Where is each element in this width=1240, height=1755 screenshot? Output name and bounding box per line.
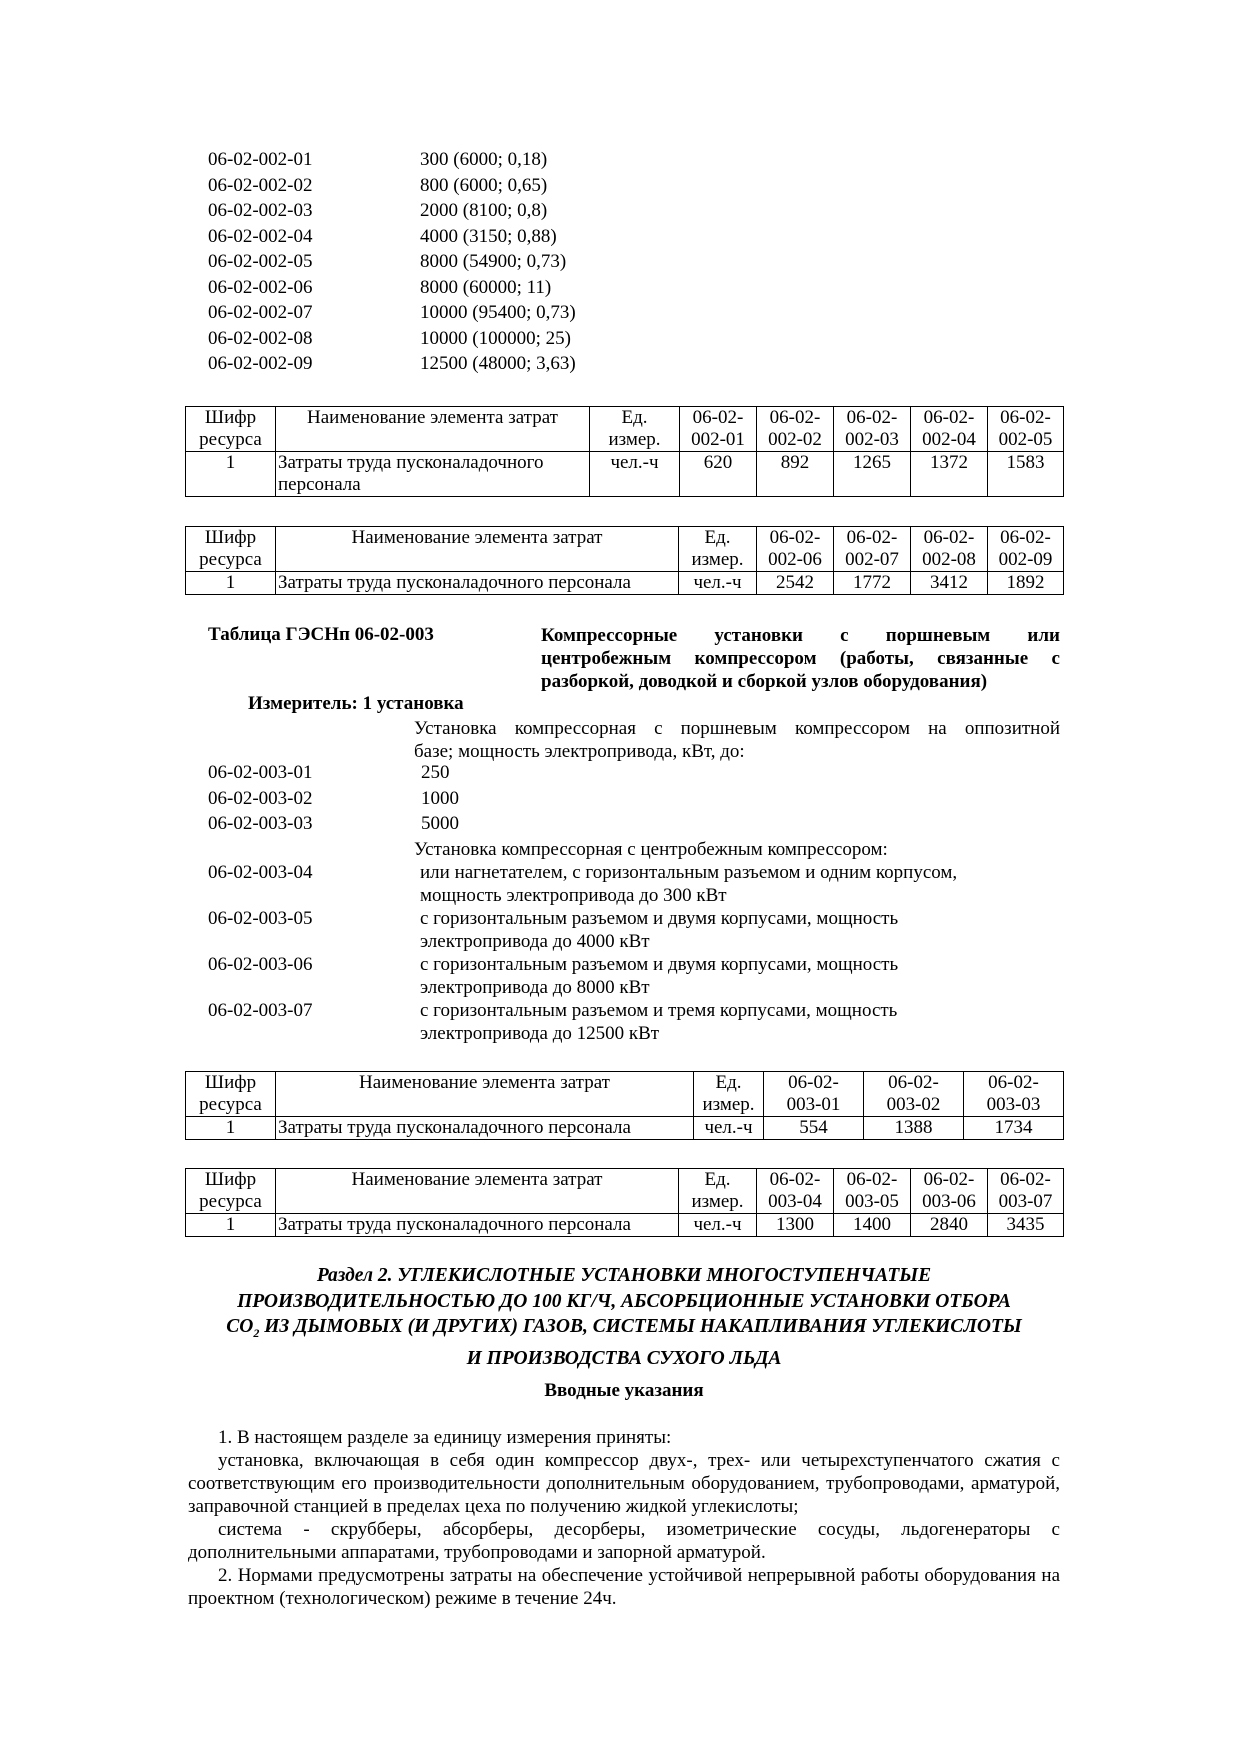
- cell-unit: чел.-ч: [590, 452, 680, 497]
- item-code: 06-02-003-04: [208, 862, 313, 883]
- header-col: 06-02- 003-05: [834, 1169, 911, 1214]
- header-cipher: Шифр ресурса: [186, 1169, 276, 1214]
- header-col: 06-02- 002-01: [680, 407, 757, 452]
- item-value: или нагнетателем, с горизонтальным разъемом и одним корпусом, мощность электропривода до 300 кВт: [420, 862, 958, 906]
- item-value: 10000 (95400; 0,73): [420, 302, 576, 323]
- item-value: 300 (6000; 0,18): [420, 149, 548, 170]
- cell-value: 1734: [964, 1117, 1064, 1140]
- cell-name: Затраты труда пусконаладочного персонала: [276, 572, 679, 595]
- cell-unit: чел.-ч: [679, 1214, 757, 1237]
- header-cipher: Шифр ресурса: [186, 527, 276, 572]
- cell-value: 1300: [757, 1214, 834, 1237]
- header-col: 06-02- 002-03: [834, 407, 911, 452]
- item-value: 10000 (100000; 25): [420, 327, 571, 349]
- table-row: [186, 1214, 1064, 1237]
- header-name: Наименование элемента затрат: [276, 1072, 694, 1117]
- list-item: [208, 953, 1060, 999]
- cell-name: Затраты труда пусконаладочного персонала: [276, 452, 590, 497]
- intro-paragraph-3: система - скрубберы, абсорберы, десорберы, изометрические сосуды, льдогенераторы с дополнительными аппаратами, трубопроводами и запорной арматурой.: [188, 1519, 1060, 1563]
- cell-value: 1400: [834, 1214, 911, 1237]
- cell-value: 620: [680, 452, 757, 497]
- list-item: [208, 907, 1060, 953]
- item-code: 06-02-003-07: [208, 1000, 313, 1021]
- header-cipher: Шифр ресурса: [186, 1072, 276, 1117]
- item-value: 800 (6000; 0,65): [420, 174, 548, 196]
- intro-paragraph-4: 2. Нормами предусмотрены затраты на обеспечение устойчивой непрерывной работы оборудования на проектном (технологическом) режиме в течение 24ч.: [188, 1565, 1060, 1609]
- cell-value: 2542: [757, 572, 834, 595]
- list-item: [208, 999, 1060, 1045]
- item-value: 8000 (54900; 0,73): [420, 251, 567, 272]
- item-code: 06-02-002-07: [208, 302, 313, 323]
- header-col: 06-02- 003-04: [757, 1169, 834, 1214]
- item-code: 06-02-003-03: [208, 813, 313, 834]
- cell-name: Затраты труда пусконаладочного персонала: [276, 1214, 679, 1237]
- cell-value: 1583: [988, 452, 1064, 497]
- item-value: 2000 (8100; 0,8): [420, 200, 548, 221]
- cell-name: Затраты труда пусконаладочного персонала: [276, 1117, 694, 1140]
- cell-value: 1388: [864, 1117, 964, 1140]
- item-code: 06-02-003-05: [208, 908, 313, 929]
- cell-value: 1892: [988, 572, 1064, 595]
- cell-value: 1372: [911, 452, 988, 497]
- table-row: [186, 452, 1064, 497]
- header-unit: Ед. измер.: [590, 407, 680, 452]
- item-code: 06-02-003-01: [208, 762, 313, 783]
- list-item: [208, 861, 1060, 907]
- item-value: с горизонтальным разъемом и тремя корпусами, мощность электропривода до 12500 кВт: [420, 1000, 898, 1044]
- item-code: 06-02-002-03: [208, 200, 313, 221]
- header-col: 06-02- 003-03: [964, 1072, 1064, 1117]
- item-code: 06-02-002-04: [208, 225, 313, 247]
- header-name: Наименование элемента затрат: [276, 527, 679, 572]
- cell-value: 1265: [834, 452, 911, 497]
- table-header-row: [186, 1169, 1064, 1214]
- resource-table-003-01-03: [185, 1071, 1064, 1140]
- table-row: [186, 1117, 1064, 1140]
- item-value: 250: [421, 762, 450, 783]
- header-name: Наименование элемента затрат: [276, 407, 590, 452]
- header-col: 06-02- 002-05: [988, 407, 1064, 452]
- table-row: [186, 572, 1064, 595]
- cell-value: 2840: [911, 1214, 988, 1237]
- header-unit: Ед. измер.: [679, 527, 757, 572]
- table-title: Компрессорные установки с поршневым или центробежным компрессором (работы, связанные с разборкой, доводкой и сборкой узлов оборудования): [541, 625, 1060, 692]
- item-value: 4000 (3150; 0,88): [420, 225, 557, 247]
- header-col: 06-02- 002-02: [757, 407, 834, 452]
- group-heading: Установка компрессорная с поршневым компрессором на оппозитной базе; мощность электропривода, кВт, до:: [414, 718, 1060, 762]
- item-code: 06-02-003-06: [208, 954, 313, 975]
- cell-value: 554: [764, 1117, 864, 1140]
- cell-value: 892: [757, 452, 834, 497]
- measure-unit: Измеритель: 1 установка: [248, 693, 464, 714]
- item-code: 06-02-002-02: [208, 174, 313, 196]
- table-label: Таблица ГЭСНп 06-02-003: [208, 624, 434, 645]
- cell-cipher: 1: [186, 572, 276, 595]
- group-heading: Установка компрессорная с центробежным компрессором:: [414, 839, 888, 860]
- item-value: 12500 (48000; 3,63): [420, 353, 576, 374]
- header-col: 06-02- 003-02: [864, 1072, 964, 1117]
- header-cipher: Шифр ресурса: [186, 407, 276, 452]
- item-value: 5000: [421, 813, 459, 834]
- intro-paragraph-1: 1. В настоящем разделе за единицу измерения приняты:: [218, 1427, 672, 1448]
- header-col: 06-02- 002-08: [911, 527, 988, 572]
- resource-table-002-01-05: [185, 406, 1064, 497]
- header-col: 06-02- 002-04: [911, 407, 988, 452]
- item-code: 06-02-003-02: [208, 787, 313, 809]
- header-col: 06-02- 003-06: [911, 1169, 988, 1214]
- resource-table-003-04-07: [185, 1168, 1064, 1237]
- header-unit: Ед. измер.: [679, 1169, 757, 1214]
- cell-unit: чел.-ч: [679, 572, 757, 595]
- item-value: 8000 (60000; 11): [420, 276, 552, 298]
- item-code: 06-02-002-01: [208, 149, 313, 170]
- intro-heading: Вводные указания: [544, 1380, 704, 1401]
- intro-paragraph-2: установка, включающая в себя один компрессор двух-, трех- или четырехступенчатого сжатия с соответствующим его производительности дополнительным оборудованием, трубопроводами, арматурой, заправочной станцией в пределах цеха по получению жидкой углекислоты;: [188, 1450, 1060, 1517]
- item-value: 1000: [421, 787, 459, 809]
- header-col: 06-02- 002-06: [757, 527, 834, 572]
- cell-value: 3435: [988, 1214, 1064, 1237]
- cell-cipher: 1: [186, 1214, 276, 1237]
- header-col: 06-02- 002-09: [988, 527, 1064, 572]
- header-col: 06-02- 002-07: [834, 527, 911, 572]
- resource-table-002-06-09: [185, 526, 1064, 595]
- header-name: Наименование элемента затрат: [276, 1169, 679, 1214]
- cell-cipher: 1: [186, 1117, 276, 1140]
- item-code: 06-02-002-08: [208, 327, 313, 349]
- table-header-row: [186, 407, 1064, 452]
- header-col: 06-02- 003-07: [988, 1169, 1064, 1214]
- item-value: с горизонтальным разъемом и двумя корпусами, мощность электропривода до 8000 кВт: [420, 954, 899, 998]
- header-col: 06-02- 003-01: [764, 1072, 864, 1117]
- table-header-row: [186, 527, 1064, 572]
- item-code: 06-02-002-09: [208, 353, 313, 374]
- cell-unit: чел.-ч: [694, 1117, 764, 1140]
- item-value: с горизонтальным разъемом и двумя корпусами, мощность электропривода до 4000 кВт: [420, 908, 899, 952]
- header-unit: Ед. измер.: [694, 1072, 764, 1117]
- cell-value: 1772: [834, 572, 911, 595]
- table-header-row: [186, 1072, 1064, 1117]
- item-code: 06-02-002-06: [208, 276, 313, 298]
- item-code: 06-02-002-05: [208, 251, 313, 272]
- section-heading: Раздел 2. УГЛЕКИСЛОТНЫЕ УСТАНОВКИ МНОГОСТУПЕНЧАТЫЕ ПРОИЗВОДИТЕЛЬНОСТЬЮ ДО 100 КГ/Ч, АБСОРБЦИОННЫЕ УСТАНОВКИ ОТБОРА $CO_2$ ИЗ ДЫМОВЫХ (И ДРУГИХ) ГАЗОВ, СИСТЕМЫ НАКАПЛИВАНИЯ УГЛЕКИСЛОТЫ И ПРОИЗВОДСТВА СУХОГО ЛЬДА: [226, 1265, 1022, 1370]
- cell-cipher: 1: [186, 452, 276, 497]
- cell-value: 3412: [911, 572, 988, 595]
